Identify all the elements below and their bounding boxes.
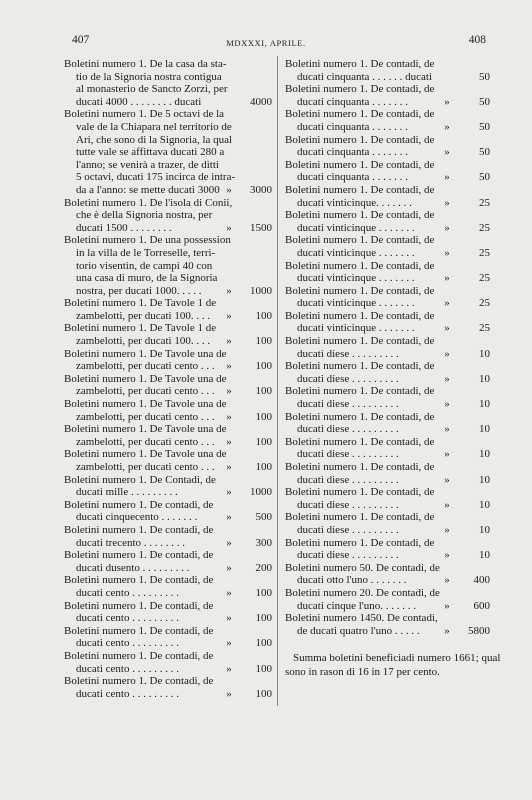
entry-line: tio de la Signoria nostra contigua — [76, 70, 222, 83]
ditto-mark: » — [226, 461, 232, 473]
entry-line: ducati otto l'uno . . . . . . . — [297, 574, 407, 587]
entry-line: nostra, per ducati 1000. . . . . — [76, 284, 202, 297]
ditto-mark: » — [226, 511, 232, 524]
ditto-mark: » — [444, 272, 450, 285]
ledger-entry — [64, 108, 272, 196]
entry-line: de ducati quatro l'uno . . . . . — [297, 624, 420, 637]
entry-amount: 10 — [479, 523, 490, 536]
entry-amount: 1000 — [250, 284, 272, 297]
ditto-mark: » — [444, 297, 450, 310]
entry-line: Boletini numero 1. De contadi, de — [285, 309, 435, 322]
ditto-mark: » — [444, 473, 450, 486]
entry-amount: 25 — [479, 196, 490, 209]
entry-line: Boletini numero 1. De Tavole una de — [64, 423, 227, 436]
ditto-mark: » — [226, 221, 232, 234]
ditto-mark: » — [226, 183, 232, 196]
ledger-entry — [64, 197, 272, 235]
entry-line: ducati cinquanta . . . . . . . — [297, 146, 408, 159]
entry-line: ducati diese . . . . . . . . . — [297, 498, 399, 511]
entry-line: Boletini numero 1. De contadi, de — [64, 523, 214, 536]
ditto-mark: » — [226, 435, 232, 448]
entry-line: da a l'anno: se mette ducati 3000 — [76, 183, 220, 196]
entry-amount: 100 — [255, 586, 272, 599]
entry-line: zambelotti, per ducati cento . . . — [76, 360, 215, 373]
ledger-entry — [64, 423, 272, 448]
entry-line: ducati diese . . . . . . . . . — [297, 398, 399, 411]
entry-line: Boletini numero 1. De contadi, de — [64, 624, 214, 637]
ditto-mark: » — [226, 385, 232, 398]
ledger-entry — [64, 322, 272, 347]
ditto-mark: » — [444, 95, 450, 108]
entry-amount: 50 — [479, 171, 490, 184]
entry-line: ducati diese . . . . . . . . . — [297, 423, 399, 436]
ledger-entry — [285, 486, 490, 511]
ledger-entry — [64, 524, 272, 549]
entry-line: Boletini numero 1. De contadi, de — [64, 649, 214, 662]
entry-line: tutte vale se affittava ducati 280 a — [76, 146, 225, 159]
ditto-mark: » — [226, 486, 232, 499]
left-column — [64, 58, 272, 700]
entry-line: Boletini numero 1. De contadi, de — [285, 410, 435, 423]
ledger-entry — [285, 108, 490, 133]
entry-line: al monasterio de Sancto Zorzi, per — [76, 83, 228, 96]
entry-amount: 200 — [255, 561, 272, 574]
ledger-entry — [64, 625, 272, 650]
entry-line: Ari, che sono di la Signoria, la qual — [76, 133, 233, 146]
entry-line: vale de la Chiapara nel territorio de — [76, 120, 232, 133]
ledger-entry — [285, 335, 490, 360]
entry-amount: 10 — [479, 423, 490, 436]
ledger-entry — [285, 159, 490, 184]
entry-amount: 25 — [479, 221, 490, 234]
entry-line: ducati diese . . . . . . . . . — [297, 448, 399, 461]
entry-line: ducati cinquanta . . . . . . . — [297, 120, 408, 133]
ledger-entry — [285, 537, 490, 562]
entry-line: zambelotti, per ducati cento . . . — [76, 385, 215, 398]
entry-line: Boletini numero 1. De l'isola di Conii, — [64, 196, 233, 209]
ledger-entry — [285, 385, 490, 410]
entry-line: Boletini numero 1. De contadi, de — [285, 511, 435, 524]
ditto-mark: » — [226, 284, 232, 297]
entry-amount: 25 — [479, 246, 490, 259]
entry-line: Boletini numero 1. De contadi, de — [285, 209, 435, 222]
ledger-entry — [64, 234, 272, 297]
entry-amount: 100 — [255, 385, 272, 398]
entry-line: Boletini numero 1. De una possession — [64, 234, 231, 247]
entry-line: Boletini numero 1450. De contadi, — [285, 612, 438, 625]
ledger-entry — [285, 285, 490, 310]
entry-line: Boletini numero 1. De contadi, de — [64, 574, 214, 587]
entry-line: Boletini numero 1. De contadi, de — [285, 435, 435, 448]
entry-line: 5 octavi, ducati 175 incirca de intra- — [76, 171, 236, 184]
entry-line: Boletini numero 1. De contadi, de — [285, 360, 435, 373]
ledger-entry — [64, 549, 272, 574]
entry-amount: 25 — [479, 272, 490, 285]
ledger-entry — [64, 348, 272, 373]
entry-line: ducati mille . . . . . . . . . — [76, 486, 178, 499]
entry-line: Boletini numero 1. De contadi, de — [64, 599, 214, 612]
entry-amount: 100 — [255, 662, 272, 675]
entry-line: ducati cento . . . . . . . . . — [76, 586, 179, 599]
entry-line: Boletini numero 1. De contadi, de — [285, 536, 435, 549]
column-divider — [277, 56, 278, 706]
entry-line: Boletini numero 1. De contadi, de — [285, 486, 435, 499]
ditto-mark: » — [444, 398, 450, 411]
entry-line: zambelotti, per ducati cento . . . — [76, 410, 215, 423]
ditto-mark: » — [444, 146, 450, 159]
entry-line: Boletini numero 1. De Tavole una de — [64, 398, 227, 411]
entry-line: ducati 1500 . . . . . . . . — [76, 221, 172, 234]
entry-amount: 500 — [255, 511, 272, 524]
entry-line: Boletini numero 1. De Tavole 1 de — [64, 322, 217, 335]
ledger-entry — [285, 234, 490, 259]
ledger-entry — [285, 360, 490, 385]
ditto-mark: » — [444, 599, 450, 612]
entry-line: ducati dusento . . . . . . . . . — [76, 561, 190, 574]
entry-line: Boletini numero 1. De Tavole una de — [64, 448, 227, 461]
ledger-entry — [64, 574, 272, 599]
entry-amount: 100 — [255, 309, 272, 322]
ditto-mark: » — [226, 335, 232, 348]
entry-amount: 50 — [479, 70, 490, 83]
ditto-mark: » — [226, 536, 232, 549]
ditto-mark: » — [444, 624, 450, 637]
entry-amount: 1500 — [250, 221, 272, 234]
entry-line: Boletini numero 1. De contadi, de — [285, 158, 435, 171]
entry-amount: 4000 — [250, 95, 272, 108]
entry-amount: 10 — [479, 398, 490, 411]
ledger-entry — [64, 675, 272, 700]
entry-line: Boletini numero 1. De Contadi, de — [64, 473, 216, 486]
right-column — [285, 58, 501, 679]
ledger-entry — [64, 297, 272, 322]
entry-line: Boletini numero 1. De contadi, de — [285, 108, 435, 121]
ledger-entry — [64, 499, 272, 524]
ditto-mark: » — [444, 372, 450, 385]
entry-amount: 3000 — [250, 183, 272, 196]
ledger-entry — [64, 600, 272, 625]
entry-amount: 400 — [473, 574, 490, 587]
ledger-entry — [285, 310, 490, 335]
ditto-mark: » — [444, 523, 450, 536]
ledger-entry — [64, 398, 272, 423]
ditto-mark: » — [444, 423, 450, 436]
ditto-mark: » — [226, 309, 232, 322]
entry-line: ducati diese . . . . . . . . . — [297, 473, 399, 486]
entry-line: Boletini numero 1. De contadi, de — [285, 58, 435, 70]
entry-amount: 100 — [255, 335, 272, 348]
entry-amount: 10 — [479, 498, 490, 511]
ditto-mark: » — [444, 322, 450, 335]
entry-amount: 100 — [255, 435, 272, 448]
entry-amount: 100 — [255, 461, 272, 473]
entry-amount: 1000 — [250, 486, 272, 499]
entry-line: Boletini numero 1. De Tavole una de — [64, 347, 227, 360]
entry-line: ducati 4000 . . . . . . . . ducati — [76, 95, 202, 108]
entry-line: Boletini numero 1. De contadi, de — [285, 83, 435, 96]
entry-line: Boletini numero 20. De contadi, de — [285, 586, 440, 599]
ledger-entry — [285, 260, 490, 285]
entry-line: ducati vinticinque. . . . . . . — [297, 196, 412, 209]
entry-amount: 10 — [479, 448, 490, 461]
ditto-mark: » — [226, 360, 232, 373]
ditto-mark: » — [226, 612, 232, 625]
ledger-entry — [64, 58, 272, 108]
ledger-entry — [285, 612, 490, 637]
ledger-entry — [64, 650, 272, 675]
entry-line: Boletini numero 1. De contadi, de — [64, 549, 214, 562]
summary-line: sono in rason di 16 in 17 per cento. — [285, 666, 440, 679]
entry-line: ducati cinquanta . . . . . . . — [297, 171, 408, 184]
entry-line: ducati vinticinque . . . . . . . — [297, 272, 415, 285]
entry-line: Boletini numero 1. De contadi, de — [285, 183, 435, 196]
left-page-number: 407 — [72, 34, 90, 46]
entry-line: ducati vinticinque . . . . . . . — [297, 297, 415, 310]
entry-line: Boletini numero 1. De contadi, de — [285, 234, 435, 247]
ditto-mark: » — [444, 347, 450, 360]
ledger-entry — [64, 474, 272, 499]
ditto-mark: » — [226, 637, 232, 650]
ditto-mark: » — [444, 549, 450, 562]
entry-amount: 50 — [479, 95, 490, 108]
entry-line: in la villa de le Torreselle, terri- — [76, 246, 216, 259]
entry-amount: 100 — [255, 687, 272, 700]
entry-line: Boletini numero 1. De contadi, de — [285, 335, 435, 348]
entry-amount: 25 — [479, 322, 490, 335]
entry-line: Boletini numero 1. De la casa da sta- — [64, 58, 227, 70]
ledger-entry — [285, 184, 490, 209]
entry-line: ducati cinquanta . . . . . . . — [297, 95, 408, 108]
entry-line: che è della Signoria nostra, per — [76, 209, 213, 222]
entry-line: Boletini numero 1. De contadi, de — [64, 498, 214, 511]
entry-line: zambelotti, per ducati 100. . . . — [76, 309, 211, 322]
ditto-mark: » — [444, 120, 450, 133]
ditto-mark: » — [444, 498, 450, 511]
entry-amount: 300 — [255, 536, 272, 549]
running-header: MDXXXI, APRILE. — [226, 38, 306, 48]
entry-line: zambelotti, per ducati cento . . . — [76, 461, 215, 473]
entry-amount: 10 — [479, 347, 490, 360]
summary-line: Summa boletini beneficiadi numero 1661; qual — [293, 652, 501, 665]
entry-line: ducati cento . . . . . . . . . — [76, 637, 179, 650]
entry-line: Boletini numero 1. De contadi, de — [285, 259, 435, 272]
entry-amount: 25 — [479, 297, 490, 310]
ditto-mark: » — [444, 221, 450, 234]
entry-line: Boletini numero 1. De contadi, de — [64, 675, 214, 688]
ditto-mark: » — [444, 574, 450, 587]
entry-line: ducati cento . . . . . . . . . — [76, 687, 179, 700]
entry-line: ducati diese . . . . . . . . . — [297, 347, 399, 360]
ledger-entry — [285, 511, 490, 536]
ledger-entry — [285, 461, 490, 486]
ditto-mark: » — [226, 561, 232, 574]
right-page-number: 408 — [468, 34, 486, 46]
entry-line: ducati cento . . . . . . . . . — [76, 662, 179, 675]
entry-line: torio visentin, de campi 40 con — [76, 259, 213, 272]
entry-amount: 10 — [479, 473, 490, 486]
ditto-mark: » — [444, 171, 450, 184]
entry-amount: 10 — [479, 549, 490, 562]
ledger-entry — [285, 562, 490, 587]
entry-line: ducati cento . . . . . . . . . — [76, 612, 179, 625]
ditto-mark: » — [226, 586, 232, 599]
entry-amount: 100 — [255, 360, 272, 373]
entry-line: una casa di muro, de la Signoria — [76, 272, 218, 285]
entry-line: ducati vinticinque . . . . . . . — [297, 221, 415, 234]
entry-amount: 100 — [255, 410, 272, 423]
ledger-entry — [285, 587, 490, 612]
ledger-entry — [285, 436, 490, 461]
ditto-mark: » — [444, 448, 450, 461]
ledger-entry — [64, 373, 272, 398]
ledger-entry — [285, 83, 490, 108]
entry-amount: 100 — [255, 612, 272, 625]
entry-line: l'anno; se venirà a trazer, de ditti — [76, 158, 219, 171]
entry-line: ducati diese . . . . . . . . . — [297, 549, 399, 562]
entry-line: Boletini numero 1. De Tavole 1 de — [64, 297, 217, 310]
entry-line: ducati cinquanta . . . . . . ducati — [297, 70, 433, 83]
ledger-entry — [64, 448, 272, 473]
entry-line: Boletini numero 1. De contadi, de — [285, 461, 435, 473]
ledger-entry — [285, 134, 490, 159]
entry-line: zambelotti, per ducati cento . . . — [76, 435, 215, 448]
summary-note — [285, 651, 501, 679]
entry-line: ducati cinquecento . . . . . . . — [76, 511, 198, 524]
entry-line: Boletini numero 50. De contadi, de — [285, 561, 440, 574]
entry-line: zambelotti, per ducati 100. . . . — [76, 335, 211, 348]
entry-amount: 50 — [479, 120, 490, 133]
entry-amount: 10 — [479, 372, 490, 385]
ledger-entry — [285, 58, 490, 83]
entry-amount: 50 — [479, 146, 490, 159]
ditto-mark: » — [444, 246, 450, 259]
entry-line: ducati cinque l'uno. . . . . . . — [297, 599, 416, 612]
entry-line: ducati diese . . . . . . . . . — [297, 523, 399, 536]
entry-amount: 5800 — [468, 624, 490, 637]
ledger-entry — [285, 209, 490, 234]
ditto-mark: » — [226, 662, 232, 675]
entry-line: Boletini numero 1. De Tavole una de — [64, 372, 227, 385]
ditto-mark: » — [226, 410, 232, 423]
entry-line: ducati trecento . . . . . . . . — [76, 536, 186, 549]
ledger-entry — [285, 411, 490, 436]
ditto-mark: » — [444, 196, 450, 209]
entry-line: ducati diese . . . . . . . . . — [297, 372, 399, 385]
entry-line: Boletini numero 1. De 5 octavi de la — [64, 108, 225, 121]
entry-line: ducati vinticinque . . . . . . . — [297, 246, 415, 259]
entry-line: Boletini numero 1. De contadi, de — [285, 385, 435, 398]
entry-line: Boletini numero 1. De contadi, de — [285, 284, 435, 297]
ditto-mark: » — [226, 687, 232, 700]
entry-line: Boletini numero 1. De contadi, de — [285, 133, 435, 146]
entry-amount: 100 — [255, 637, 272, 650]
entry-line: ducati vinticinque . . . . . . . — [297, 322, 415, 335]
entry-amount: 600 — [473, 599, 490, 612]
